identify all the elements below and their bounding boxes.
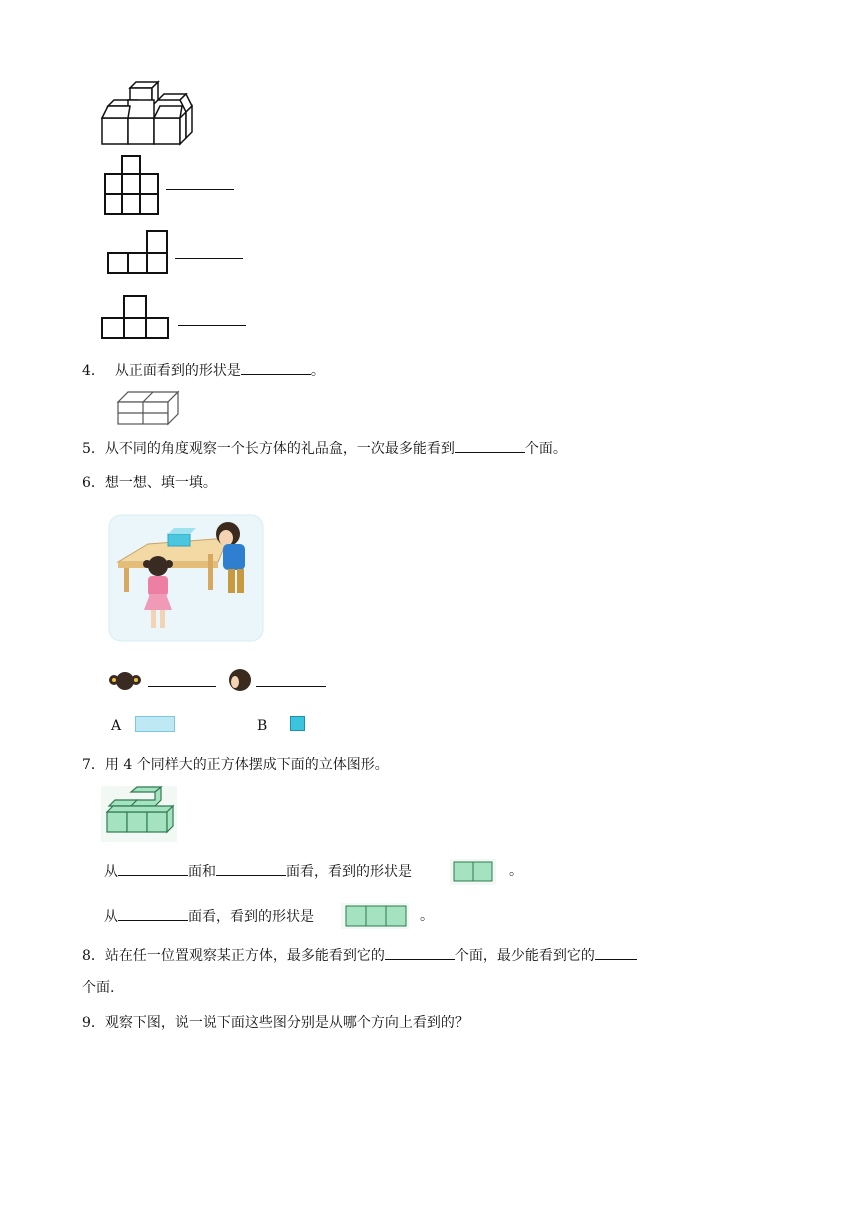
answer-blank[interactable] — [455, 438, 525, 453]
answer-blank[interactable] — [241, 360, 311, 375]
question-text-1: 站在任一位置观察某正方体，最多能看到它的 — [104, 948, 385, 964]
answer-line-view-3[interactable] — [178, 325, 246, 326]
question-8 — [82, 945, 637, 966]
cuboid-figure — [117, 390, 187, 430]
girl-head-icon — [108, 668, 142, 694]
question-text: 观察下图，说一说下面这些图分别是从哪个方向上看到的？ — [104, 1015, 469, 1031]
question-5 — [82, 438, 567, 459]
option-b-label: B — [257, 718, 268, 734]
question-end: 。 — [310, 363, 325, 379]
text-from: 从 — [104, 909, 118, 925]
question-9 — [82, 1013, 469, 1033]
text-and: 面和 — [188, 864, 216, 880]
boy-head-icon — [226, 666, 254, 694]
question-number: 8． — [82, 948, 105, 964]
answer-blank-least[interactable] — [595, 945, 637, 960]
green-cube-figure — [101, 786, 177, 842]
table-scene-illustration — [108, 514, 268, 644]
question-number: 7． — [82, 757, 105, 773]
question-text: 从正面看到的形状是 — [114, 363, 241, 379]
answer-line-girl[interactable] — [148, 686, 216, 687]
question-6 — [82, 473, 217, 493]
option-a-label: A — [111, 718, 122, 734]
question-text-2: 个面，最少能看到它的 — [454, 948, 595, 964]
text-shape-seen: 面看，看到的形状是 — [188, 909, 314, 925]
question-number: 6． — [82, 475, 105, 491]
text-from: 从 — [104, 864, 118, 880]
question-number: 5． — [82, 441, 105, 457]
answer-line-view-1[interactable] — [166, 189, 234, 190]
cube-stack-figure — [100, 86, 200, 156]
question-7-line-1 — [104, 861, 412, 882]
line-1-end: 。 — [509, 863, 523, 879]
question-7-line-2 — [104, 906, 314, 927]
question-8-continuation: 个面. — [82, 980, 115, 996]
three-square-shape — [341, 903, 409, 929]
option-b-shape — [290, 716, 305, 731]
question-4 — [82, 360, 325, 381]
line-2-end: 。 — [420, 908, 434, 924]
answer-line-boy[interactable] — [256, 686, 326, 687]
answer-blank-direction-3[interactable] — [118, 906, 188, 921]
question-end: 个面。 — [524, 441, 567, 457]
two-square-shape — [450, 859, 496, 885]
answer-blank-most[interactable] — [385, 945, 455, 960]
question-7 — [82, 755, 389, 775]
text-shape-seen: 面看，看到的形状是 — [286, 864, 412, 880]
answer-line-view-2[interactable] — [175, 258, 243, 259]
answer-blank-direction-1[interactable] — [118, 861, 188, 876]
question-number: 4． — [82, 363, 105, 379]
view-option-1 — [104, 154, 164, 216]
question-text: 从不同的角度观察一个长方体的礼品盒，一次最多能看到 — [104, 441, 455, 457]
view-option-3 — [101, 295, 171, 341]
view-option-2 — [107, 230, 169, 276]
option-a-shape — [135, 716, 175, 732]
answer-blank-direction-2[interactable] — [216, 861, 286, 876]
question-text: 用 4 个同样大的正方体摆成下面的立体图形。 — [104, 757, 389, 773]
question-number: 9． — [82, 1015, 105, 1031]
question-text: 想一想、填一填。 — [104, 475, 217, 491]
